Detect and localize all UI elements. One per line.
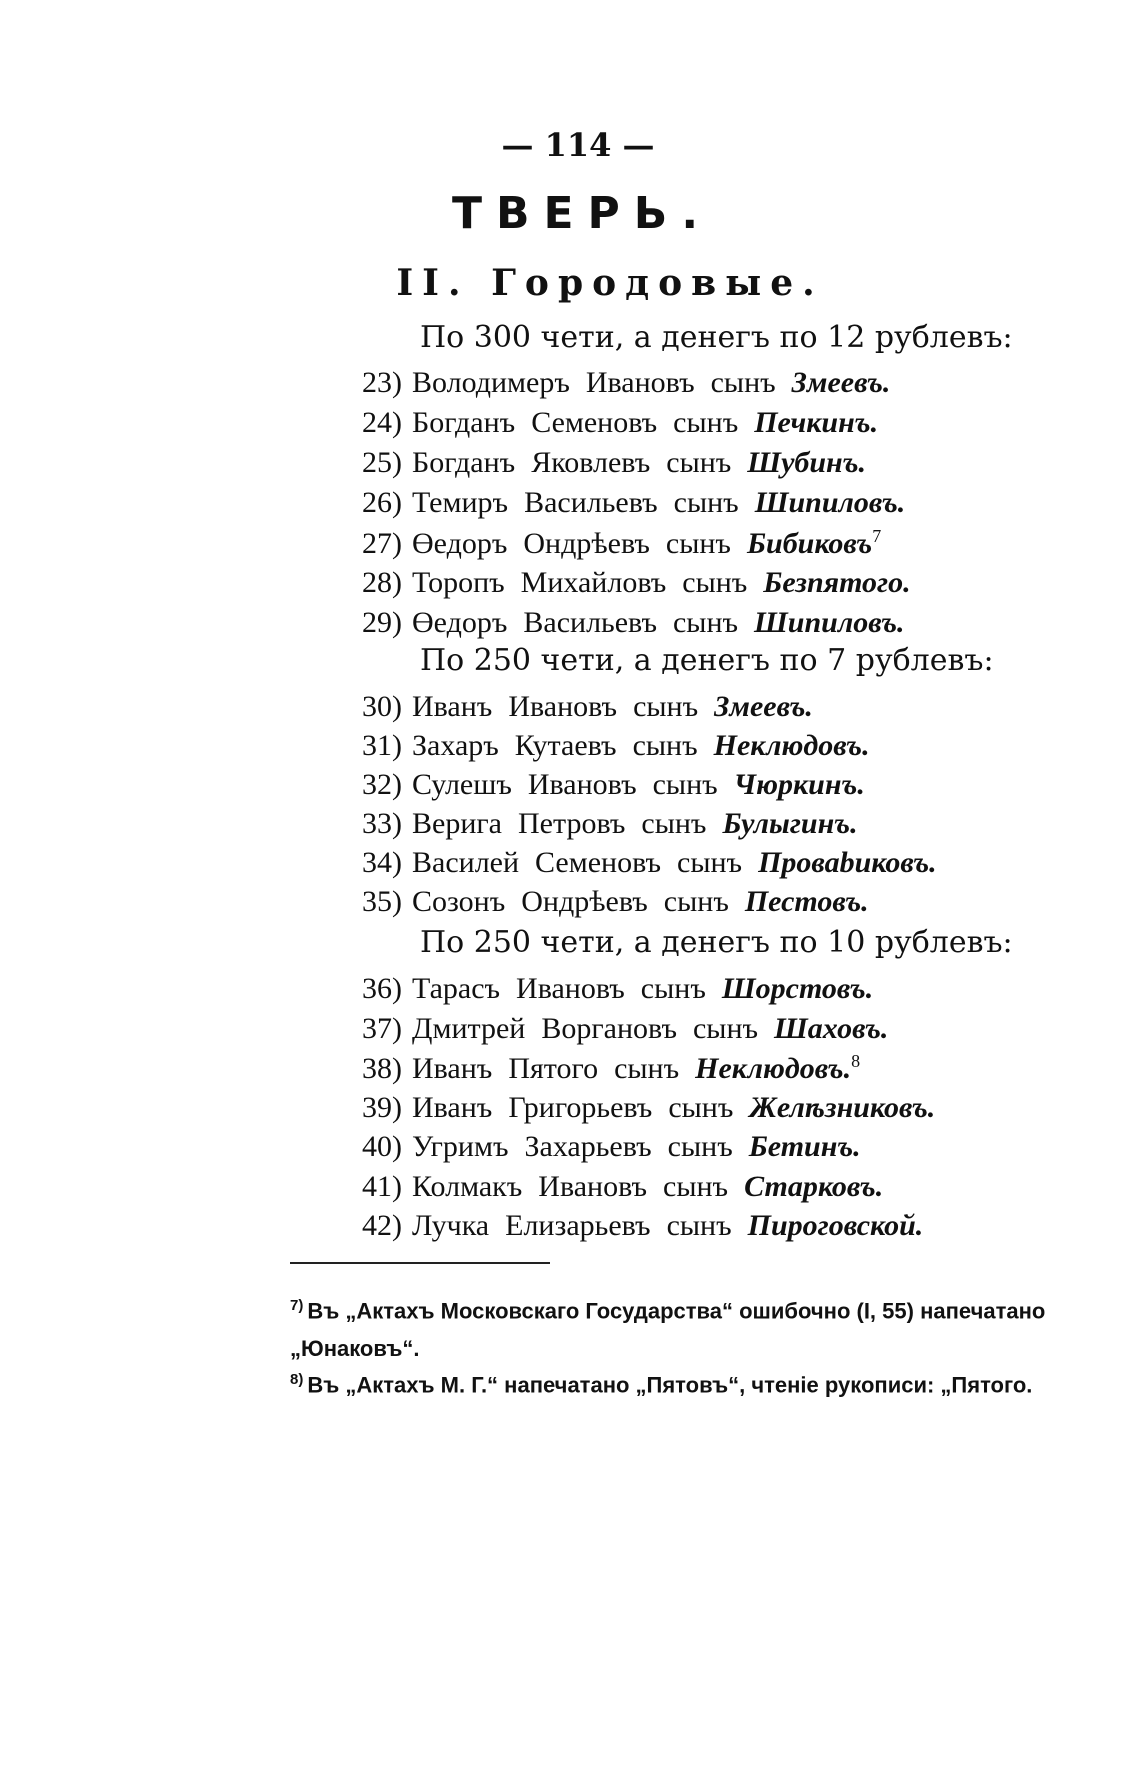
entry-patronymic: Воргановъ <box>541 1011 677 1045</box>
entry-surname: Пестовъ. <box>744 885 869 918</box>
entry-number: 42) <box>362 1209 402 1242</box>
entry-given-name: Дмитрей <box>412 1011 526 1045</box>
footnote-mark: 8) <box>290 1371 304 1388</box>
entry-given-name: Верига <box>412 807 502 840</box>
entry-given-name: Колмакъ <box>412 1169 523 1203</box>
entry-surname: Неклюдовъ. <box>713 729 870 762</box>
entry-row <box>338 606 905 640</box>
entry-patronymic: Григорьевъ <box>508 1090 653 1124</box>
entry-row <box>338 366 890 400</box>
footnote-8 <box>290 1361 1080 1404</box>
entry-surname: Шаховъ. <box>774 1011 889 1045</box>
entry-number: 24) <box>362 406 402 439</box>
footnote-7 <box>290 1287 1080 1368</box>
entry-row <box>338 768 865 802</box>
entry-row <box>338 566 911 600</box>
entry-surname: Шубинъ. <box>747 446 867 479</box>
entry-row <box>338 1209 923 1243</box>
entry-son-word: сынъ <box>692 1011 759 1045</box>
rate-heading-3: По 250 чети, а денегъ по 10 рублевъ: <box>420 925 1013 960</box>
entry-patronymic: Васильевъ <box>523 606 657 639</box>
entry-surname: Змеевъ. <box>791 366 891 399</box>
entry-surname: Желѣзниковъ. <box>749 1090 936 1124</box>
entry-row <box>338 1091 935 1125</box>
footnote-text: Въ „Актахъ Московскаго Государства“ ошибочно (I, 55) напечатано „Юнаковъ“. <box>290 1298 1046 1362</box>
entry-surname: Старковъ. <box>744 1169 884 1203</box>
entry-row <box>338 526 881 561</box>
entry-given-name: Лучка <box>412 1209 490 1242</box>
entry-son-word: сынъ <box>633 690 699 723</box>
entry-patronymic: Семеновъ <box>531 406 658 439</box>
entry-number: 39) <box>362 1090 402 1124</box>
entry-row <box>338 446 866 480</box>
entry-surname: Шипиловъ. <box>754 486 906 519</box>
rate-heading-1: По 300 чети, а денегъ по 12 рублевъ: <box>420 320 1013 355</box>
entry-row <box>338 972 873 1006</box>
entry-row <box>338 1130 861 1164</box>
entry-son-word: сынъ <box>632 729 698 762</box>
entry-patronymic: Кутаевъ <box>514 729 617 762</box>
entry-number: 35) <box>362 885 402 918</box>
entry-patronymic: Михайловъ <box>520 566 667 599</box>
entry-given-name: Богданъ <box>412 446 516 479</box>
entry-row <box>338 1170 883 1204</box>
entry-footnote-ref: 7 <box>872 526 882 546</box>
entry-surname: Пироговской. <box>747 1209 924 1242</box>
entry-surname: Чюркинъ. <box>733 768 865 801</box>
entry-surname: Змеевъ. <box>714 690 813 723</box>
entry-son-word: сынъ <box>673 486 739 519</box>
entry-surname: Булыгинъ. <box>722 807 858 840</box>
entry-number: 28) <box>362 566 402 599</box>
entry-given-name: Володимеръ <box>412 366 570 399</box>
entry-row <box>338 690 813 724</box>
entry-patronymic: Ивановъ <box>516 972 625 1005</box>
entry-given-name: Иванъ <box>412 1052 493 1085</box>
entry-son-word: сынъ <box>652 768 718 801</box>
entry-given-name: Созонъ <box>412 885 506 918</box>
entry-son-word: сынъ <box>673 406 739 439</box>
footnote-rule <box>290 1262 550 1264</box>
entry-patronymic: Захарьевъ <box>524 1130 652 1163</box>
entry-son-word: сынъ <box>710 366 776 399</box>
entry-surname: Бетинъ. <box>748 1130 861 1163</box>
entry-row <box>338 807 858 841</box>
entry-row <box>338 729 870 763</box>
entry-patronymic: Васильевъ <box>524 486 658 519</box>
entry-patronymic: Ивановъ <box>508 690 618 723</box>
entry-patronymic: Петровъ <box>518 807 626 840</box>
entry-patronymic: Семеновъ <box>535 846 662 879</box>
entry-given-name: Темиръ <box>412 486 509 519</box>
entry-son-word: сынъ <box>665 527 731 560</box>
entry-son-word: сынъ <box>663 1169 729 1203</box>
entry-surname: Шипиловъ. <box>754 606 905 639</box>
entry-given-name: Тарасъ <box>412 972 501 1005</box>
entry-number: 33) <box>362 807 402 840</box>
entry-row <box>338 1051 860 1086</box>
entry-patronymic: Елизарьевъ <box>505 1209 651 1242</box>
entry-surname: Печкинъ. <box>754 406 879 439</box>
rate-heading-2: По 250 чети, а денегъ по 7 рублевъ: <box>420 643 994 678</box>
entry-given-name: Сулешъ <box>412 768 512 801</box>
entry-surname: Безпятого. <box>763 566 911 599</box>
entry-given-name: Өедоръ <box>412 606 508 639</box>
entry-number: 40) <box>362 1130 402 1163</box>
entry-given-name: Захаръ <box>412 729 499 762</box>
entry-number: 27) <box>362 527 402 560</box>
entry-patronymic: Ивановъ <box>538 1169 648 1203</box>
entry-given-name: Торопъ <box>412 566 505 599</box>
entry-number: 36) <box>362 972 402 1005</box>
entry-number: 34) <box>362 846 402 879</box>
entry-number: 29) <box>362 606 402 639</box>
page-number: — 114 — <box>501 126 655 164</box>
entry-number: 23) <box>362 366 402 399</box>
entry-patronymic: Яковлевъ <box>531 446 651 479</box>
entry-patronymic: Ивановъ <box>585 366 695 399</box>
entry-surname: Шорстовъ. <box>721 972 874 1005</box>
entry-number: 25) <box>362 446 402 479</box>
entry-patronymic: Пятого <box>508 1052 599 1085</box>
entry-son-word: сынъ <box>663 885 729 918</box>
entry-surname: Проваbиковъ. <box>758 846 937 879</box>
entry-given-name: Иванъ <box>412 690 493 723</box>
section-title: II. Городовые. <box>396 262 824 304</box>
footnote-mark: 7) <box>290 1297 304 1314</box>
entry-patronymic: Ондрѣевъ <box>523 527 650 560</box>
entry-footnote-ref: 8 <box>851 1051 861 1071</box>
entry-number: 30) <box>362 690 402 723</box>
entry-son-word: сынъ <box>682 566 748 599</box>
city-title: ТВЕРЬ. <box>451 188 713 239</box>
entry-son-word: сынъ <box>668 1090 734 1124</box>
entry-row <box>338 885 869 919</box>
entry-row <box>338 1012 888 1046</box>
entry-son-word: сынъ <box>614 1052 680 1085</box>
entry-number: 37) <box>362 1011 402 1045</box>
entry-patronymic: Ондрѣевъ <box>521 885 648 918</box>
entry-given-name: Иванъ <box>412 1090 493 1124</box>
entry-row <box>338 406 878 440</box>
entry-given-name: Угримъ <box>412 1130 509 1163</box>
entry-given-name: Богданъ <box>412 406 516 439</box>
entry-number: 31) <box>362 729 402 762</box>
entry-son-word: сынъ <box>667 1130 733 1163</box>
entry-son-word: сынъ <box>640 972 706 1005</box>
entry-son-word: сынъ <box>666 1209 732 1242</box>
entry-given-name: Өедоръ <box>412 527 508 560</box>
entry-number: 32) <box>362 768 402 801</box>
entry-surname: Бибиковъ <box>746 527 873 560</box>
entry-number: 38) <box>362 1052 402 1085</box>
entry-row <box>338 486 905 520</box>
entry-son-word: сынъ <box>672 606 739 639</box>
entry-son-word: сынъ <box>666 446 732 479</box>
entry-son-word: сынъ <box>677 846 743 879</box>
entry-surname: Неклюдовъ. <box>695 1052 852 1085</box>
entry-son-word: сынъ <box>641 807 707 840</box>
entry-row <box>338 846 937 880</box>
entry-number: 41) <box>362 1169 402 1203</box>
footnote-text: Въ „Актахъ М. Г.“ напечатано „Пятовъ“, чтеніе рукописи: „Пятого. <box>307 1372 1033 1398</box>
entry-number: 26) <box>362 486 402 519</box>
entry-patronymic: Ивановъ <box>527 768 637 801</box>
entry-given-name: Василей <box>412 846 520 879</box>
